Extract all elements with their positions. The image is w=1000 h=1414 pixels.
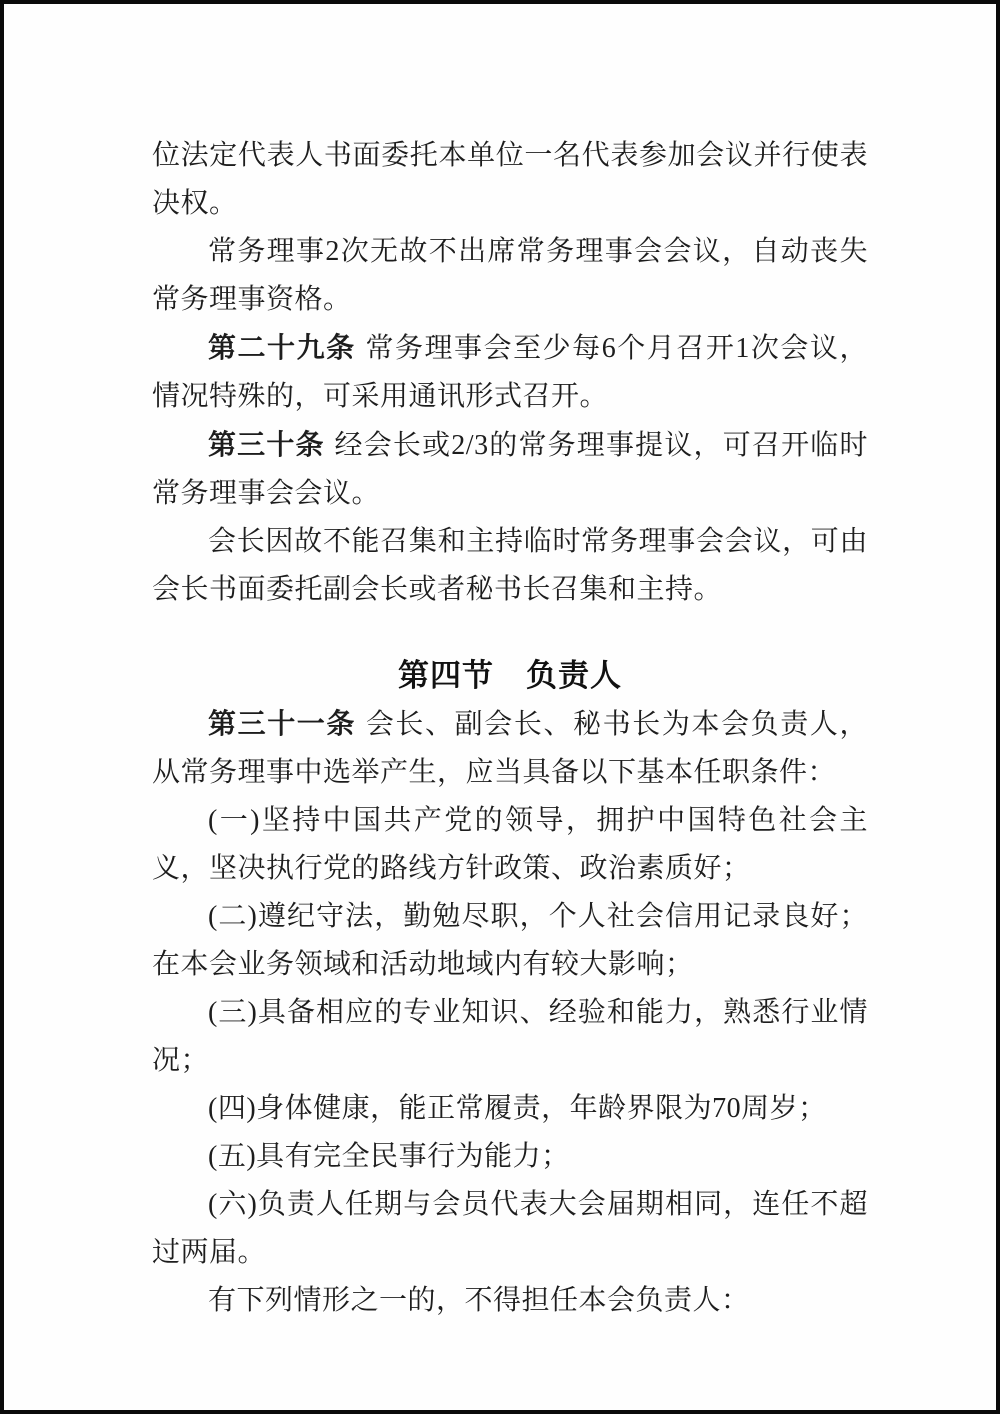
article-31-number: 第三十一条 [208, 708, 357, 739]
paragraph-disqualification-intro [152, 1277, 868, 1325]
paragraph-condition-5 [152, 1133, 868, 1181]
paragraph-condition-4 [152, 1085, 868, 1133]
paragraph-condition-1 [152, 797, 868, 893]
paragraph-text: (二)遵纪守法，勤勉尽职，个人社会信用记录良好；在本会业务领域和活动地域内有较大影响； [152, 901, 868, 980]
paragraph-text: (五)具有完全民事行为能力； [208, 1141, 570, 1172]
paragraph-text: (三)具备相应的专业知识、经验和能力，熟悉行业情况； [152, 997, 868, 1076]
paragraph-article-31 [152, 700, 868, 797]
paragraph-text: 经会长或2/3的常务理事提议，可召开临时常务理事会会议。 [152, 430, 868, 509]
section-4-heading: 第四节 负责人 [398, 658, 622, 693]
paragraph-text: (六)负责人任期与会员代表大会届期相同，连任不超过两届。 [152, 1189, 868, 1268]
paragraph-voting-rights-continuation [152, 132, 868, 228]
paragraph-text: 会长、副会长、秘书长为本会负责人，从常务理事中选举产生，应当具备以下基本任职条件： [152, 709, 868, 788]
paragraph-text: 会长因故不能召集和主持临时常务理事会会议，可由会长书面委托副会长或者秘书长召集和主持。 [152, 526, 868, 605]
paragraph-condition-3 [152, 989, 868, 1085]
article-30-number: 第三十条 [208, 429, 325, 460]
paragraph-text: (一)坚持中国共产党的领导，拥护中国特色社会主义，坚决执行党的路线方针政策、政治素质好； [152, 805, 868, 884]
paragraph-interim-meeting-delegation [152, 518, 868, 614]
paragraph-text: 有下列情形之一的，不得担任本会负责人： [208, 1285, 750, 1316]
article-29-number: 第二十九条 [208, 332, 356, 363]
paragraph-text: 常务理事2次无故不出席常务理事会会议，自动丧失常务理事资格。 [152, 236, 868, 315]
paragraph-article-29 [152, 324, 868, 421]
paragraph-text: 位法定代表人书面委托本单位一名代表参加会议并行使表决权。 [152, 140, 868, 219]
document-body [152, 132, 868, 1325]
paragraph-text: 常务理事会至少每6个月召开1次会议，情况特殊的，可采用通讯形式召开。 [152, 333, 868, 412]
paragraph-condition-6 [152, 1181, 868, 1277]
paragraph-text: (四)身体健康，能正常履责，年龄界限为70周岁； [208, 1093, 827, 1124]
paragraph-condition-2 [152, 893, 868, 989]
paragraph-article-30 [152, 421, 868, 518]
paragraph-standing-director-absence [152, 228, 868, 324]
